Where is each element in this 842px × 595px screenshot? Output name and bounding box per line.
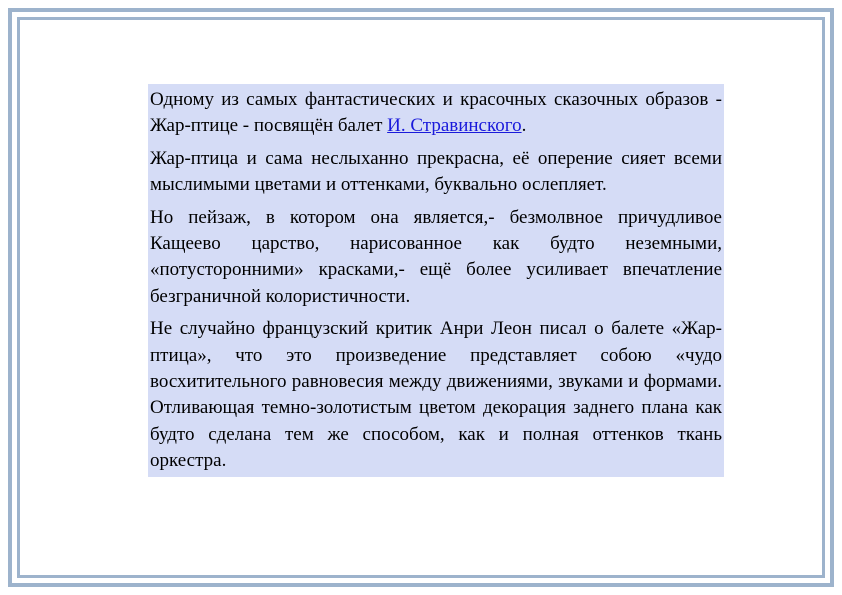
paragraph-4: Не случайно французский критик Анри Леон писал о балете «Жар-птица», что это произведение представляет собою «чудо восхитительного равновесия между движениями, звуками и формами. Отливающая темно-золотистым цветом декорация заднего плана как будто сделана тем же способом, как и полная оттенков ткань оркестра. — [150, 318, 722, 472]
paragraph-3: Но пейзаж, в котором она является,- безмолвное причудливое Кащеево царство, нарисованное как будто неземными, «потусторонними» красками,- ещё более усиливает впечатление безграничной колористичности. — [150, 206, 722, 307]
stravinsky-link[interactable]: И. Стравинского — [387, 115, 522, 137]
paragraph-2: Жар-птица и сама неслыханно прекрасна, её оперение сияет всеми мыслимыми цветами и оттенками, буквально ослепляет. — [150, 147, 722, 196]
text-box — [148, 84, 724, 477]
paragraph-1 — [150, 87, 722, 140]
paragraph-1-end: . — [521, 115, 527, 137]
paragraph-1-text: Одному из самых фантастических и красочных сказочных образов - Жар-птице - посвящён балет — [150, 89, 722, 137]
